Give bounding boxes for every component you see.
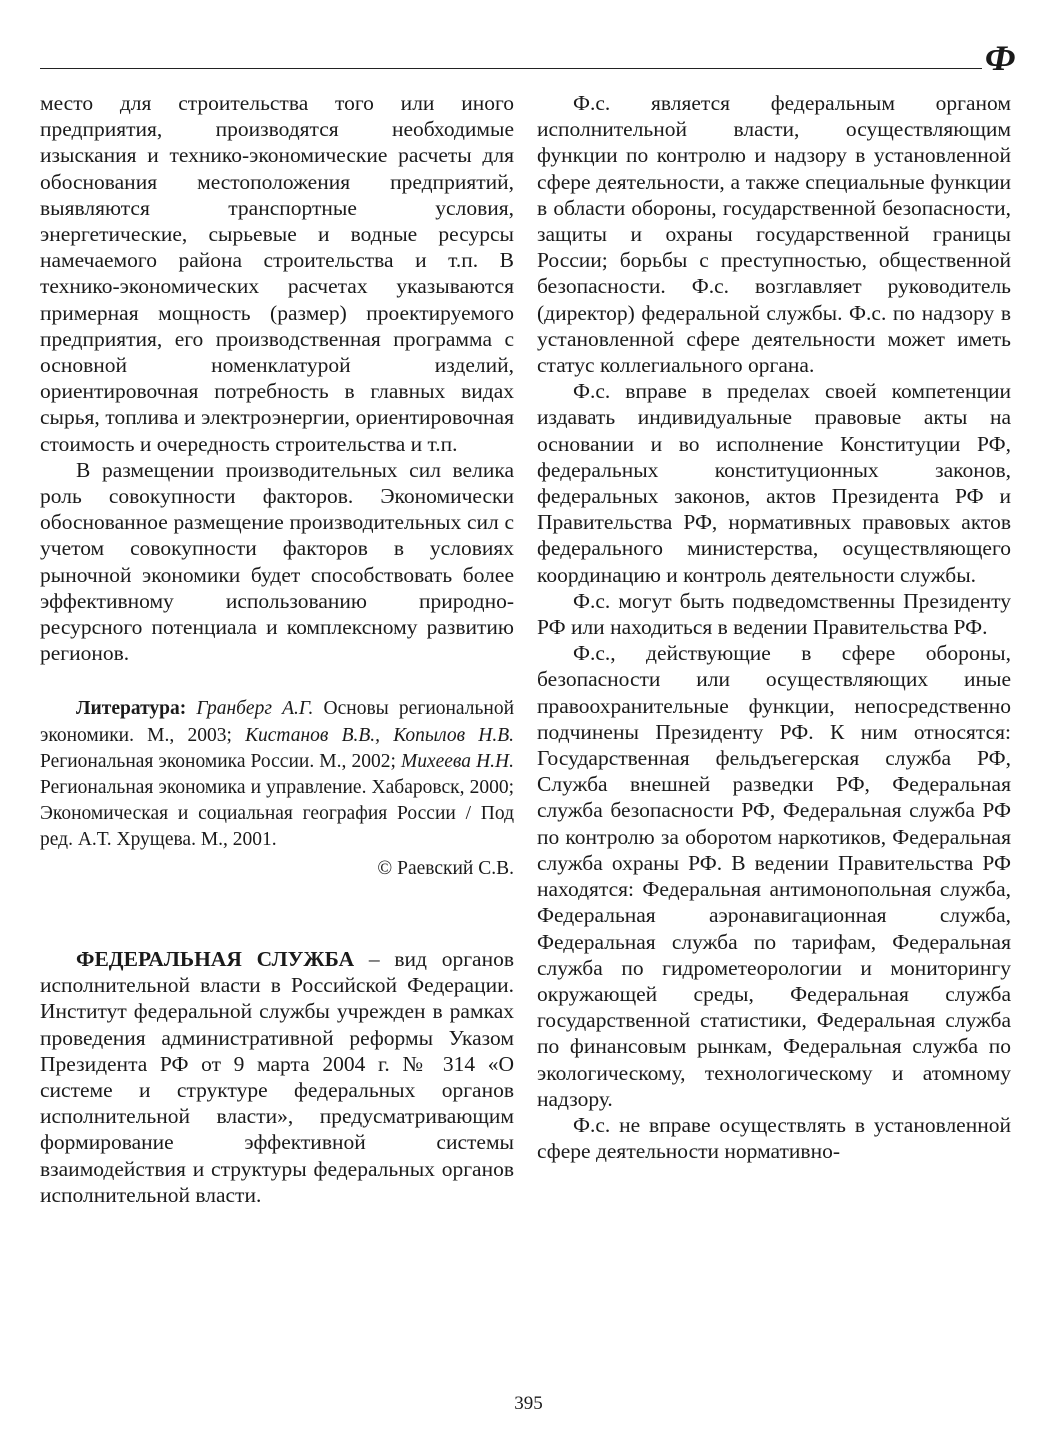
literature-block	[40, 696, 514, 853]
literature-text-1: Основы региональной экономики. М., 2003;	[40, 698, 515, 746]
literature-text-3: Региональная экономика и управление. Хабаровск, 2000; Экономическая и социальная география России / Под ред. А.Т. Хрущева. М., 2001.	[40, 777, 514, 851]
section-letter: Ф	[985, 38, 1016, 78]
literature-label: Литература:	[76, 698, 187, 720]
entry-term: ФЕДЕРАЛЬНАЯ СЛУЖБА	[76, 946, 355, 971]
dictionary-entry	[40, 946, 514, 1208]
page-number: 395	[514, 1393, 543, 1414]
right-paragraph-2: Ф.с. вправе в пределах своей компетенции издавать индивидуальные правовые акты на основании и во исполнение Конституции РФ, федеральных конституционных законов, федеральных законов, актов Президента РФ и Правительства РФ, нормативных правовых актов федерального министерства, осуществляющего координацию и контроль деятельности службы.	[537, 379, 1011, 587]
literature-author-2: Кистанов В.В., Копылов Н.В.	[245, 724, 515, 746]
copyright-author: © Раевский С.В.	[377, 857, 514, 879]
right-paragraph-5: Ф.с. не вправе осуществлять в установленной сфере деятельности нормативно-	[537, 1112, 1011, 1164]
header-rule	[40, 68, 982, 69]
literature-author-3: Михеева Н.Н.	[400, 750, 514, 772]
left-paragraph-2: В размещении производительных сил велика роль совокупности факторов. Экономически обоснованное размещение производительных сил с учетом совокупности факторов в условиях рыночной экономики будет способствовать более эффективному использованию природно-ресурсного потенциала и комплексному развитию регионов.	[40, 457, 514, 666]
right-paragraph-1: Ф.с. является федеральным органом исполнительной власти, осуществляющим функции по контролю и надзору в установленной сфере деятельности, а также специальные функции в области обороны, государственной безопасности, защиты и охраны государственной границы России; борьбы с преступностью, общественной безопасности. Ф.с. возглавляет руководитель (директор) федеральной службы. Ф.с. по надзору в установленной сфере деятельности может иметь статус коллегиального органа.	[537, 91, 1011, 378]
literature-text-2: Региональная экономика России. М., 2002;	[40, 750, 401, 772]
right-column	[537, 90, 1011, 1164]
right-paragraph-4: Ф.с., действующие в сфере обороны, безопасности или осуществляющих иные правоохранительные функции, непосредственно подчинены Президенту РФ. К ним относятся: Государственная фельдъегерская служба РФ, Служба внешней разведки РФ, Федеральная служба безопасности РФ, Федеральная служба РФ по контролю за оборотом наркотиков, Федеральная служба охраны РФ. В ведении Правительства РФ находятся: Федеральная антимонопольная служба, Федеральная аэронавигационная служба, Федеральная служба по тарифам, Федеральная служба по гидрометеорологии и мониторингу окружающей среды, Федеральная служба государственной статистики, Федеральная служба по финансовым рынкам, Федеральная служба по экологическому, технологическому и атомному надзору.	[537, 641, 1011, 1111]
literature-author-1: Гранберг А.Г.	[196, 698, 314, 720]
entry-text: – вид органов исполнительной власти в Российской Федерации. Институт федеральной службы учрежден в рамках проведения административной реформы Указом Президента РФ от 9 марта 2004 г. № 314 «О системе и структуре федеральных органов исполнительной власти», предусматривающим формирование эффективной системы взаимодействия и структуры федеральных органов исполнительной власти.	[40, 946, 514, 1207]
right-paragraph-3: Ф.с. могут быть подведомственны Президенту РФ или находиться в ведении Правительства РФ.	[537, 588, 1011, 640]
left-paragraph-1: место для строительства того или иного предприятия, производятся необходимые изыскания и технико-экономические расчеты для обоснования местоположения предприятий, выявляются транспортные условия, энергетические, сырьевые и водные ресурсы намечаемого района строительства и т.п. В технико-экономических расчетах указываются примерная мощность (размер) проектируемого предприятия, его производственная программа с основной номенклатурой изделий, ориентировочная потребность в главных видах сырья, топлива и электроэнергии, ориентировочная стоимость и очередность строительства и т.п.	[40, 91, 514, 456]
left-column	[40, 90, 514, 1208]
